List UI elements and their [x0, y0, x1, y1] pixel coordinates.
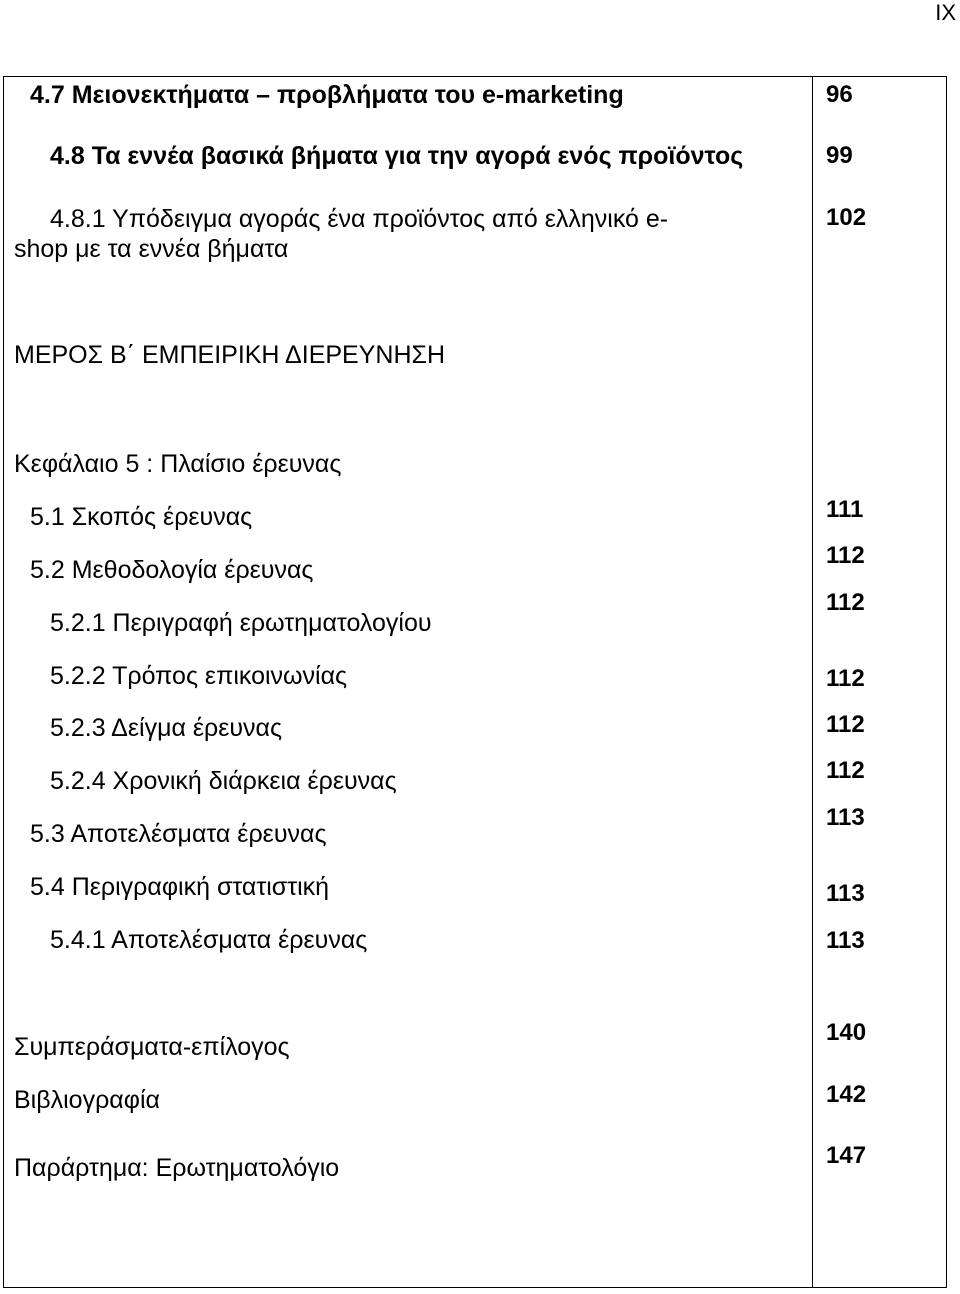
toc-page-4-8-1: 102 — [826, 204, 867, 231]
toc-page-conclusions: 140 — [826, 1019, 867, 1046]
toc-entry-5-2-1: 5.2.1 Περιγραφή ερωτηματολογίου — [50, 609, 432, 637]
toc-entry-5-4-1: 5.4.1 Αποτελέσματα έρευνας — [50, 926, 368, 954]
column-divider — [812, 76, 813, 1288]
toc-chapter-5-heading: Κεφάλαιο 5 : Πλαίσιο έρευνας — [14, 450, 342, 478]
toc-entry-4-8: 4.8 Τα εννέα βασικά βήματα για την αγορά ενός προϊόντος — [50, 142, 744, 170]
toc-page-5-4-1: 113 — [826, 927, 865, 954]
toc-entry-5-1: 5.1 Σκοπός έρευνας — [30, 503, 253, 531]
toc-entry-5-3: 5.3 Αποτελέσματα έρευνας — [30, 820, 327, 848]
toc-entry-4-7: 4.7 Μειονεκτήματα – προβλήματα του e-marketing — [30, 81, 624, 109]
toc-entry-appendix: Παράρτημα: Ερωτηματολόγιο — [14, 1154, 340, 1182]
toc-entry-5-2-3: 5.2.3 Δείγμα έρευνας — [50, 714, 283, 742]
toc-page-5-2: 112 — [826, 542, 865, 569]
toc-entry-5-2-4: 5.2.4 Χρονική διάρκεια έρευνας — [50, 767, 397, 795]
toc-page-5-1: 111 — [826, 496, 864, 523]
page-number: IX — [935, 0, 956, 25]
toc-entry-bibliography: Βιβλιογραφία — [14, 1086, 160, 1114]
toc-part-b-heading: ΜΕΡΟΣ Β΄ ΕΜΠΕΙΡΙΚΗ ΔΙΕΡΕΥΝΗΣΗ — [14, 341, 446, 369]
toc-page-5-3: 113 — [826, 804, 865, 831]
toc-entry-5-2-2: 5.2.2 Τρόπος επικοινωνίας — [50, 662, 348, 690]
toc-page-5-4: 113 — [826, 880, 865, 907]
toc-page-4-7: 96 — [826, 81, 853, 108]
toc-entry-4-8-1-line1: 4.8.1 Υπόδειγμα αγοράς ένα προϊόντος από ελληνικό e- — [50, 205, 669, 233]
toc-page-bibliography: 142 — [826, 1081, 867, 1108]
toc-page-4-8: 99 — [826, 142, 853, 169]
toc-page-5-2-1: 112 — [826, 589, 865, 616]
toc-page-5-2-4: 112 — [826, 757, 865, 784]
toc-entry-5-4: 5.4 Περιγραφική στατιστική — [30, 873, 330, 901]
toc-entry-conclusions: Συμπεράσματα-επίλογος — [14, 1033, 290, 1061]
toc-entry-4-8-1-line2: shop με τα εννέα βήματα — [14, 235, 289, 263]
toc-page-5-2-2: 112 — [826, 665, 865, 692]
toc-entry-5-2: 5.2 Μεθοδολογία έρευνας — [30, 556, 314, 584]
toc-page-5-2-3: 112 — [826, 711, 865, 738]
toc-page-appendix: 147 — [826, 1142, 867, 1169]
